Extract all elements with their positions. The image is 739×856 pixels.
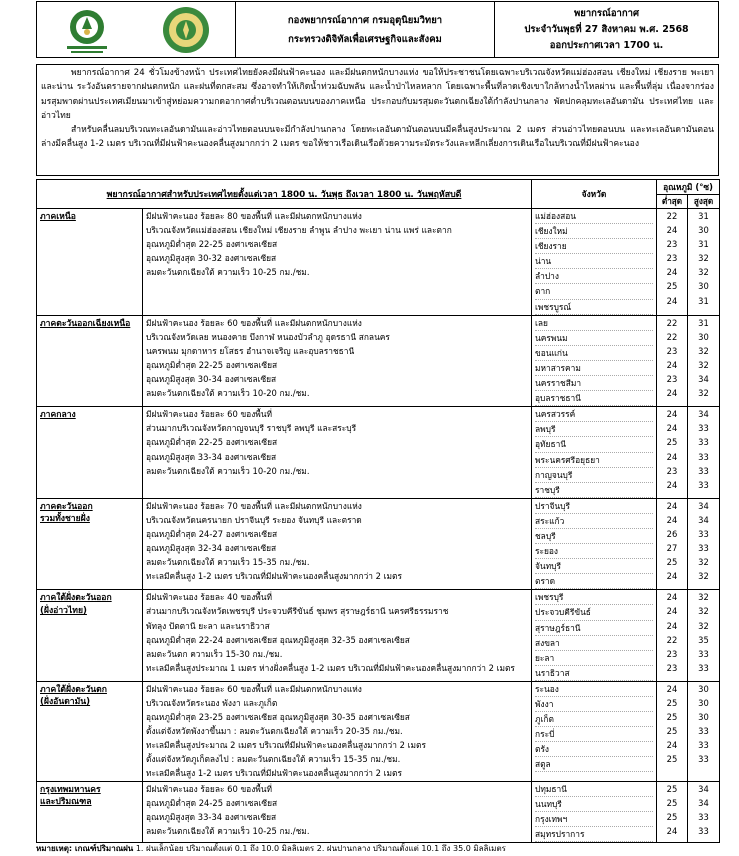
max-temp: 34	[698, 783, 709, 794]
province-name: นครพนม	[535, 331, 653, 346]
province-name: อุบลราชธานี	[535, 391, 653, 406]
max-temp: 32	[698, 620, 709, 631]
footnote	[36, 843, 506, 854]
max-temp: 32	[698, 592, 709, 603]
province-name: สุราษฎร์ธานี	[535, 621, 653, 636]
province-name: พังงา	[535, 697, 653, 712]
header-issue-info	[495, 2, 718, 57]
description-line: อุณหภูมิต่ำสุด 24-27 องศาเซลเซียส	[146, 528, 278, 539]
region-description	[143, 209, 532, 316]
max-temp: 32	[698, 253, 709, 264]
min-temp: 23	[666, 465, 678, 476]
min-temp: 23	[666, 345, 678, 356]
description-line: มีฝนฟ้าคะนอง ร้อยละ 60 ของพื้นที่	[146, 783, 273, 794]
province-name: กรุงเทพฯ	[535, 812, 653, 827]
min-temp: 24	[666, 825, 678, 836]
min-temp: 24	[666, 451, 678, 462]
min-temp: 25	[666, 754, 678, 765]
description-line: อุณหภูมิสูงสุด 30-34 องศาเซลเซียส	[146, 374, 277, 385]
region-name-line: (ฝั่งอันดามัน)	[40, 697, 91, 708]
min-temp-list	[657, 590, 688, 682]
min-temp: 24	[666, 592, 678, 603]
description-line: บริเวณจังหวัดแม่ฮ่องสอน เชียงใหม่ เชียงราย ลำพูน ลำปาง พะเยา น่าน แพร่ และตาก	[146, 225, 452, 236]
province-list	[532, 315, 657, 407]
description-line: บริเวณจังหวัดเลย หนองคาย บึงกาฬ หนองบัวลำภู อุดรธานี สกลนคร	[146, 331, 390, 342]
region-name-line: ภาคตะวันออก	[40, 501, 93, 512]
province-name: ระยอง	[535, 544, 653, 559]
description-line: ลมตะวันตกเฉียงใต้ ความเร็ว 10-20 กม./ชม.	[146, 465, 310, 476]
min-temp: 25	[666, 712, 678, 723]
description-line: ลมตะวันตกเฉียงใต้ ความเร็ว 15-35 กม./ชม.	[146, 557, 310, 568]
region-name-line: ภาคใต้ฝั่งตะวันตก	[40, 684, 107, 695]
description-line: มีฝนฟ้าคะนอง ร้อยละ 40 ของพื้นที่	[146, 592, 273, 603]
province-name: กาญจนบุรี	[535, 468, 653, 483]
province-name: พระนครศรีอยุธยา	[535, 453, 653, 468]
regional-forecast-table	[36, 179, 720, 843]
max-temp: 32	[698, 359, 709, 370]
province-column-header: จังหวัด	[532, 180, 657, 209]
min-temp: 24	[666, 514, 678, 525]
province-name: น่าน	[535, 254, 653, 269]
min-temp: 23	[666, 253, 678, 264]
max-temp: 30	[698, 225, 709, 236]
province-name: ปราจีนบุรี	[535, 499, 653, 514]
max-temp: 30	[698, 683, 709, 694]
province-name: นนทบุรี	[535, 797, 653, 812]
region-description	[143, 498, 532, 590]
max-temp: 35	[698, 634, 709, 645]
province-name: เชียงราย	[535, 239, 653, 254]
max-temp: 33	[698, 465, 709, 476]
max-temp: 30	[698, 331, 709, 342]
province-list	[532, 781, 657, 842]
max-temp: 30	[698, 712, 709, 723]
max-temp: 33	[698, 740, 709, 751]
description-line: มีฝนฟ้าคะนอง ร้อยละ 70 ของพื้นที่ และมีฝนตกหนักบางแห่ง	[146, 500, 362, 511]
description-line: อุณหภูมิต่ำสุด 22-25 องศาเซลเซียส	[146, 359, 278, 370]
max-temp: 33	[698, 754, 709, 765]
min-temp: 22	[666, 211, 678, 221]
min-temp: 25	[666, 783, 678, 794]
min-temp: 24	[666, 388, 678, 399]
max-temp: 30	[698, 698, 709, 708]
province-name: ประจวบคีรีขันธ์	[535, 605, 653, 620]
description-line: อุณหภูมิสูงสุด 32-34 องศาเซลเซียส	[146, 543, 277, 554]
min-temp: 24	[666, 500, 678, 511]
region-name	[37, 498, 143, 590]
min-temp-list	[657, 498, 688, 590]
forecast-summary	[36, 64, 719, 176]
min-temp: 24	[666, 606, 678, 617]
province-name: สตูล	[535, 757, 653, 772]
tmd-logo-icon	[59, 5, 115, 55]
province-name: ระนอง	[535, 682, 653, 697]
region-name-line: กรุงเทพมหานคร	[40, 784, 101, 795]
province-name: เพชรบูรณ์	[535, 300, 653, 315]
region-name	[37, 209, 143, 316]
description-line: อุณหภูมิต่ำสุด 24-25 องศาเซลเซียส	[146, 797, 278, 808]
province-name: จันทบุรี	[535, 559, 653, 574]
max-temp: 33	[698, 437, 709, 448]
max-temp: 33	[698, 648, 709, 659]
region-name-line: และปริมณฑล	[40, 797, 92, 807]
max-temp: 34	[698, 409, 709, 420]
description-line: มีฝนฟ้าคะนอง ร้อยละ 60 ของพื้นที่ และมีฝนตกหนักบางแห่ง	[146, 683, 362, 694]
min-temp: 25	[666, 726, 678, 737]
footnote-text: 1. ฝนเล็กน้อย ปริมาณตั้งแต่ 0.1 ถึง 10.0 มิลลิเมตร 2. ฝนปานกลาง ปริมาณตั้งแต่ 10.1 ถึง 35.0 มิลลิเมตร	[135, 844, 506, 853]
region-name	[37, 407, 143, 499]
min-temp: 24	[666, 423, 678, 434]
province-name: ราชบุรี	[535, 483, 653, 498]
max-temp: 32	[698, 606, 709, 617]
min-temp: 24	[666, 740, 678, 751]
province-list	[532, 498, 657, 590]
summary-paragraph-weather: พยากรณ์อากาศ 24 ชั่วโมงข้างหน้า ประเทศไทยยังคงมีฝนฟ้าคะนอง และมีฝนตกหนักบางแห่ง ขอให้ประชาชนโดยเฉพาะบริเวณจังหวัดแม่ฮ่องสอน เชียงใหม่ เชียงราย พะเยา และน่าน ระวังอันตรายจากฝนตกหนัก และฝนที่ตกสะสม ซึ่งอาจทำให้เกิดน้ำท่วมฉับพลัน และน้ำป่าไหลหลาก โดยเฉพาะพื้นที่ลาดเชิงเขาใกล้ทางน้ำไหลผ่าน และพื้นที่ลุ่ม เนื่องจากร่องมรสุมพาดผ่านประเทศเมียนมาเข้าสู่หย่อมความกดอากาศต่ำบริเวณตอนบนของภาคเหนือ ประกอบกับมรสุมตะวันตกเฉียงใต้กำลังปานกลาง พัดปกคลุมทะเลอันดามัน ประเทศไทย และอ่าวไทย	[41, 68, 714, 121]
min-temp: 22	[666, 317, 678, 328]
org-department: กองพยากรณ์อากาศ กรมอุตุนิยมวิทยา	[287, 14, 443, 26]
province-name: เพชรบุรี	[535, 590, 653, 605]
min-temp: 23	[666, 648, 678, 659]
province-name: ยะลา	[535, 651, 653, 666]
max-temp: 34	[698, 374, 709, 385]
min-temp: 23	[666, 374, 678, 385]
region-name-line: ภาคตะวันออกเฉียงเหนือ	[40, 318, 131, 329]
min-temp: 22	[666, 634, 678, 645]
region-name	[37, 590, 143, 682]
max-temp: 33	[698, 479, 709, 490]
min-temp: 24	[666, 225, 678, 236]
region-description	[143, 681, 532, 781]
max-temp-column-header: สูงสุด	[688, 195, 720, 209]
region-row	[37, 315, 720, 407]
description-line: อุณหภูมิสูงสุด 33-34 องศาเซลเซียส	[146, 811, 277, 822]
description-line: อุณหภูมิสูงสุด 30-32 องศาเซลเซียส	[146, 253, 277, 264]
issue-date: ประจำวันพุธที่ 27 สิงหาคม พ.ศ. 2568	[524, 23, 689, 35]
min-temp-list	[657, 315, 688, 407]
max-temp: 34	[698, 500, 709, 511]
description-line: ลมตะวันตกเฉียงใต้ ความเร็ว 10-25 กม./ชม.	[146, 267, 310, 278]
region-name	[37, 681, 143, 781]
description-line: พัทลุง ปัตตานี ยะลา และนราธิวาส	[146, 620, 270, 631]
max-temp: 33	[698, 726, 709, 737]
description-line: อุณหภูมิต่ำสุด 22-24 องศาเซลเซียส อุณหภูมิสูงสุด 32-35 องศาเซลเซียส	[146, 634, 410, 645]
province-name: อุทัยธานี	[535, 437, 653, 452]
max-temp: 33	[698, 451, 709, 462]
org-ministry: กระทรวงดิจิทัลเพื่อเศรษฐกิจและสังคม	[288, 33, 442, 45]
province-name: ลำปาง	[535, 269, 653, 284]
province-name: นครสวรรค์	[535, 407, 653, 422]
forecast-column-header: พยากรณ์อากาศสำหรับประเทศไทยตั้งแต่เวลา 1800 น. วันพุธ ถึงเวลา 1800 น. วันพฤหัสบดี	[37, 180, 532, 209]
max-temp: 33	[698, 825, 709, 836]
max-temp: 33	[698, 528, 709, 539]
region-description	[143, 315, 532, 407]
max-temp: 33	[698, 662, 709, 673]
max-temp: 33	[698, 423, 709, 434]
header-logos	[37, 2, 236, 57]
max-temp-list	[688, 781, 720, 842]
region-description	[143, 781, 532, 842]
min-temp: 24	[666, 359, 678, 370]
region-name	[37, 781, 143, 842]
max-temp: 33	[698, 543, 709, 554]
header	[36, 1, 719, 58]
province-name: เชียงใหม่	[535, 224, 653, 239]
max-temp-list	[688, 407, 720, 499]
region-row	[37, 590, 720, 682]
min-temp: 26	[666, 528, 678, 539]
min-temp: 23	[666, 662, 678, 673]
min-temp: 23	[666, 239, 678, 250]
province-name: ขอนแก่น	[535, 346, 653, 361]
min-temp: 24	[666, 479, 678, 490]
description-line: ทะเลมีคลื่นสูง 1-2 เมตร บริเวณที่มีฝนฟ้าคะนองคลื่นสูงมากกว่า 2 เมตร	[146, 768, 402, 779]
min-temp: 25	[666, 811, 678, 822]
min-temp: 25	[666, 281, 678, 292]
issue-time: ออกประกาศเวลา 1700 น.	[549, 39, 664, 51]
description-line: อุณหภูมิสูงสุด 33-34 องศาเซลเซียส	[146, 451, 277, 462]
province-name: นครราชสีมา	[535, 376, 653, 391]
min-temp: 24	[666, 571, 678, 582]
max-temp: 31	[698, 317, 709, 328]
province-name: สระแก้ว	[535, 514, 653, 529]
max-temp: 32	[698, 388, 709, 399]
max-temp: 32	[698, 571, 709, 582]
province-name: ชลบุรี	[535, 529, 653, 544]
region-description	[143, 407, 532, 499]
region-row	[37, 498, 720, 590]
region-name-line: ภาคเหนือ	[40, 212, 76, 222]
max-temp-list	[688, 498, 720, 590]
max-temp-list	[688, 209, 720, 316]
footnote-label: หมายเหตุ: เกณฑ์ปริมาณฝน	[36, 844, 134, 853]
max-temp-list	[688, 315, 720, 407]
province-name: กระบี่	[535, 727, 653, 742]
region-row	[37, 681, 720, 781]
max-temp: 31	[698, 211, 709, 221]
region-name	[37, 315, 143, 407]
region-description	[143, 590, 532, 682]
max-temp: 34	[698, 514, 709, 525]
region-name-line: (ฝั่งอ่าวไทย)	[40, 605, 87, 616]
region-name-line: ภาคกลาง	[40, 410, 76, 421]
temperature-column-header: อุณหภูมิ (°ซ)	[657, 180, 720, 195]
min-temp: 25	[666, 698, 678, 708]
description-line: ตั้งแต่จังหวัดพังงาขึ้นมา : ลมตะวันตกเฉียงใต้ ความเร็ว 20-35 กม./ชม.	[146, 726, 403, 737]
max-temp: 32	[698, 345, 709, 356]
min-temp-list	[657, 681, 688, 781]
min-temp: 22	[666, 331, 678, 342]
description-line: อุณหภูมิต่ำสุด 23-25 องศาเซลเซียส อุณหภูมิสูงสุด 30-35 องศาเซลเซียส	[146, 712, 410, 723]
max-temp: 30	[698, 281, 709, 292]
min-temp-list	[657, 407, 688, 499]
max-temp: 31	[698, 239, 709, 250]
description-line: ทะเลมีคลื่นสูง 1-2 เมตร บริเวณที่มีฝนฟ้าคะนองคลื่นสูงมากกว่า 2 เมตร	[146, 571, 402, 582]
description-line: ส่วนมากบริเวณจังหวัดเพชรบุรี ประจวบคีรีขันธ์ ชุมพร สุราษฎร์ธานี นครศรีธรรมราช	[146, 606, 449, 617]
province-name: ตาก	[535, 284, 653, 299]
province-name: สงขลา	[535, 636, 653, 651]
max-temp: 34	[698, 797, 709, 808]
region-name-line: รวมทั้งชายฝั่ง	[40, 514, 90, 525]
summary-paragraph-sea: สำหรับคลื่นลมบริเวณทะเลอันดามันและอ่าวไทยตอนบนจะมีกำลังปานกลาง โดยทะเลอันดามันตอนบนมีคลื่นสูงประมาณ 2 เมตร ส่วนอ่าวไทยตอนบน และทะเลอันดามันตอนล่างมีคลื่นสูง 1-2 เมตร บริเวณที่มีฝนฟ้าคะนองคลื่นสูงมากกว่า 2 เมตร ขอให้ชาวเรือเดินเรือด้วยความระมัดระวังและหลีกเลี่ยงการเดินเรือในบริเวณที่มีฝนฟ้าคะนอง	[41, 125, 714, 150]
forecast-rows	[37, 209, 720, 843]
description-line: อุณหภูมิต่ำสุด 22-25 องศาเซลเซียส	[146, 437, 278, 448]
province-list	[532, 681, 657, 781]
max-temp-list	[688, 590, 720, 682]
province-list	[532, 209, 657, 316]
province-name: มหาสารคาม	[535, 361, 653, 376]
province-list	[532, 590, 657, 682]
max-temp: 32	[698, 267, 709, 278]
region-name-line: ภาคใต้ฝั่งตะวันออก	[40, 593, 112, 604]
description-line: มีฝนฟ้าคะนอง ร้อยละ 60 ของพื้นที่	[146, 409, 273, 420]
header-title: พยากรณ์อากาศ	[574, 7, 639, 19]
province-name: ตราด	[535, 574, 653, 589]
province-name: เลย	[535, 316, 653, 331]
province-list	[532, 407, 657, 499]
ministry-seal-icon	[158, 5, 214, 55]
province-name: ตรัง	[535, 742, 653, 757]
description-line: ส่วนมากบริเวณจังหวัดกาญจนบุรี ราชบุรี ลพบุรี และสระบุรี	[146, 423, 357, 434]
province-name: ปทุมธานี	[535, 782, 653, 797]
province-name: แม่ฮ่องสอน	[535, 209, 653, 224]
min-temp-list	[657, 781, 688, 842]
min-temp: 24	[666, 409, 678, 420]
description-line: นครพนม มุกดาหาร ยโสธร อำนาจเจริญ และอุบลราชธานี	[146, 345, 355, 356]
min-temp: 24	[666, 295, 678, 306]
province-name: สมุทรปราการ	[535, 827, 653, 842]
header-organization	[236, 2, 495, 57]
province-name: ลพบุรี	[535, 422, 653, 437]
region-row	[37, 781, 720, 842]
max-temp: 33	[698, 811, 709, 822]
min-temp: 25	[666, 557, 678, 568]
min-temp: 24	[666, 620, 678, 631]
max-temp: 32	[698, 557, 709, 568]
description-line: ตั้งแต่จังหวัดภูเก็ตลงไป : ลมตะวันตกเฉียงใต้ ความเร็ว 15-35 กม./ชม.	[146, 754, 401, 765]
min-temp: 25	[666, 797, 678, 808]
max-temp-list	[688, 681, 720, 781]
description-line: ทะเลมีคลื่นสูงประมาณ 1 เมตร ห่างฝั่งคลื่นสูง 1-2 เมตร บริเวณที่มีฝนฟ้าคะนองคลื่นสูงมากกว่า 2 เมตร	[146, 662, 515, 673]
description-line: ลมตะวันตกเฉียงใต้ ความเร็ว 10-25 กม./ชม.	[146, 825, 310, 836]
description-line: มีฝนฟ้าคะนอง ร้อยละ 60 ของพื้นที่ และมีฝนตกหนักบางแห่ง	[146, 317, 362, 328]
min-temp-column-header: ต่ำสุด	[657, 195, 688, 209]
description-line: ลมตะวันตกเฉียงใต้ ความเร็ว 10-20 กม./ชม.	[146, 388, 310, 399]
description-line: บริเวณจังหวัดนครนายก ปราจีนบุรี ระยอง จันทบุรี และตราด	[146, 514, 362, 525]
max-temp: 31	[698, 295, 709, 306]
description-line: อุณหภูมิต่ำสุด 22-25 องศาเซลเซียส	[146, 239, 278, 250]
min-temp: 24	[666, 683, 678, 694]
min-temp-list	[657, 209, 688, 316]
min-temp: 24	[666, 267, 678, 278]
description-line: ทะเลมีคลื่นสูงประมาณ 2 เมตร บริเวณที่มีฝนฟ้าคะนองคลื่นสูงมากกว่า 2 เมตร	[146, 740, 426, 751]
region-row	[37, 209, 720, 316]
min-temp: 27	[666, 543, 678, 554]
region-row	[37, 407, 720, 499]
province-name: นราธิวาส	[535, 666, 653, 681]
province-name: ภูเก็ต	[535, 712, 653, 727]
description-line: มีฝนฟ้าคะนอง ร้อยละ 80 ของพื้นที่ และมีฝนตกหนักบางแห่ง	[146, 211, 362, 221]
description-line: ลมตะวันตก ความเร็ว 15-30 กม./ชม.	[146, 648, 283, 659]
description-line: บริเวณจังหวัดระนอง พังงา และภูเก็ต	[146, 698, 278, 708]
min-temp: 25	[666, 437, 678, 448]
